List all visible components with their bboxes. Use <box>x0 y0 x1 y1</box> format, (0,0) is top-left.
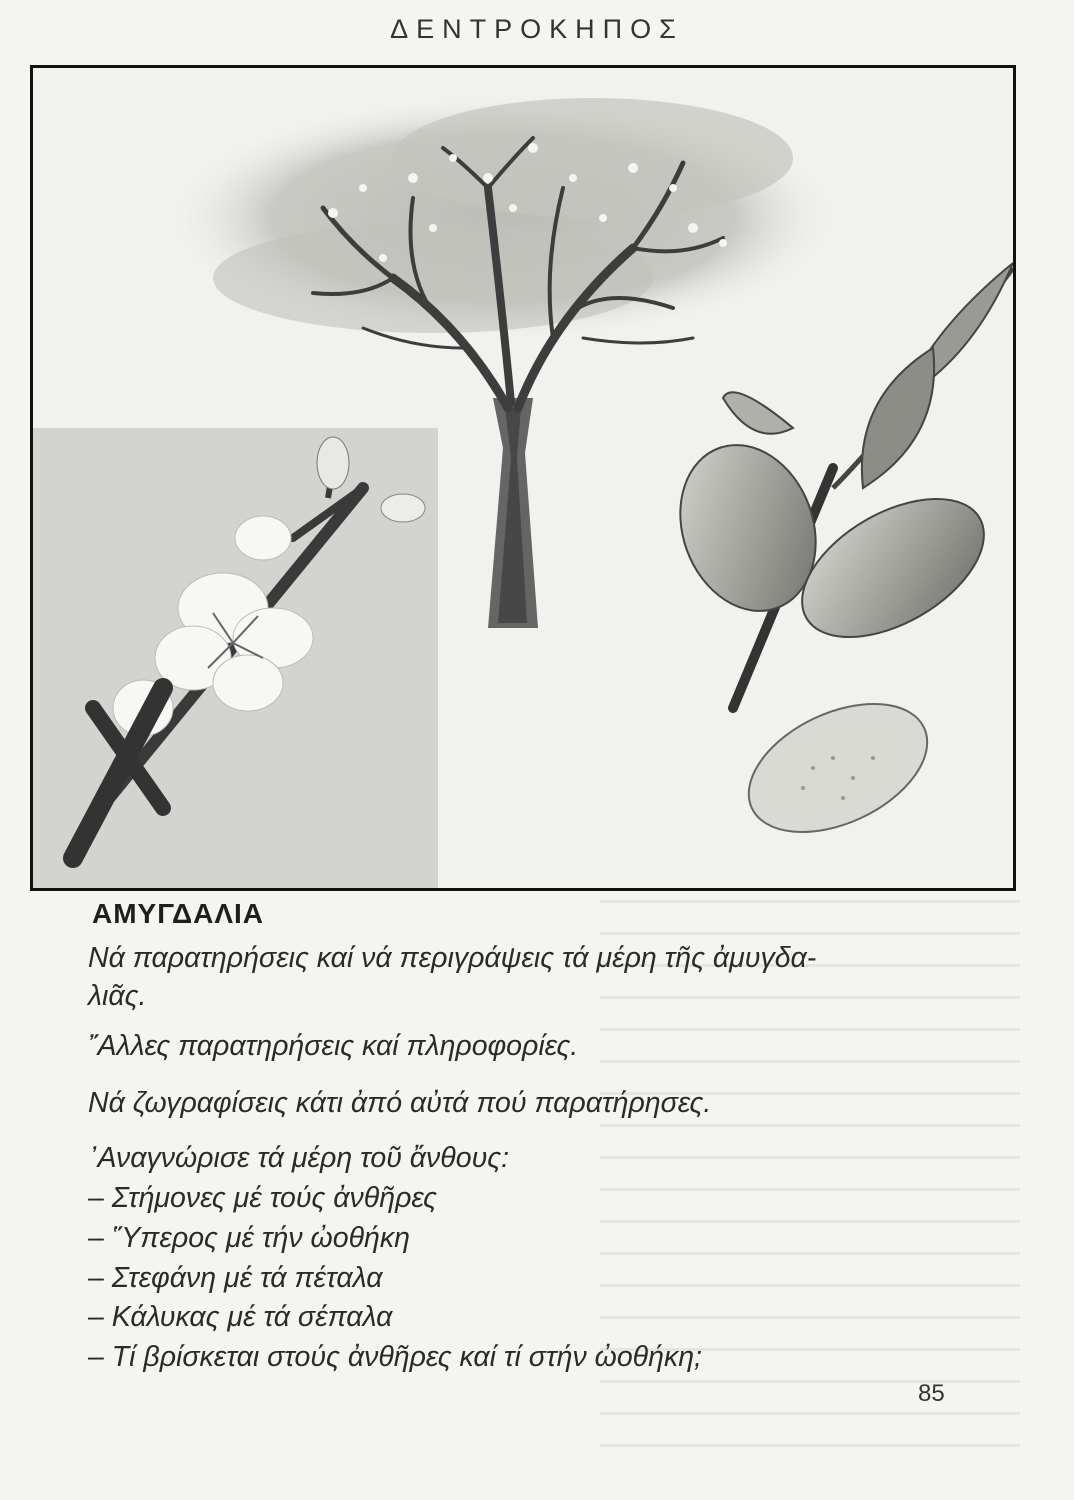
almond-shell-icon <box>729 678 948 858</box>
list-item: – Στεφάνη μέ τά πέταλα <box>88 1262 383 1294</box>
page-header: ΔΕΝΤΡΟΚΗΠΟΣ <box>390 14 684 44</box>
list-item: – Κάλυκας μέ τά σέπαλα <box>88 1301 393 1333</box>
instruction-line-5: ᾽Αναγνώρισε τά μέρη τοῦ ἄνθους: <box>88 1142 510 1174</box>
almond-illustration <box>33 68 1013 888</box>
instruction-line-1: Νά παρατηρήσεις καί νά περιγράψεις τά μέρη τῆς ἀμυγδα- <box>88 942 817 974</box>
illustration-frame <box>30 65 1016 891</box>
instruction-line-3: ῎Αλλες παρατηρήσεις καί πληροφορίες. <box>88 1030 579 1062</box>
show-through-text <box>600 900 1020 1460</box>
list-item: – Τί βρίσκεται στούς ἀνθῆρες καί τί στήν ὠοθήκη; <box>88 1341 702 1373</box>
instruction-line-4: Νά ζωγραφίσεις κάτι ἀπό αὐτά πού παρατήρησες. <box>88 1087 712 1119</box>
section-title: ΑΜΥΓΔΑΛΙΑ <box>92 898 265 929</box>
almond-fruit-branch-icon <box>658 263 1013 708</box>
list-item: – ῞Υπερος μέ τήν ὠοθήκη <box>88 1222 410 1254</box>
instruction-line-2: λιᾶς. <box>88 980 147 1012</box>
page-number: 85 <box>918 1380 945 1407</box>
list-item: – Στήμονες μέ τούς ἀνθῆρες <box>88 1182 438 1214</box>
